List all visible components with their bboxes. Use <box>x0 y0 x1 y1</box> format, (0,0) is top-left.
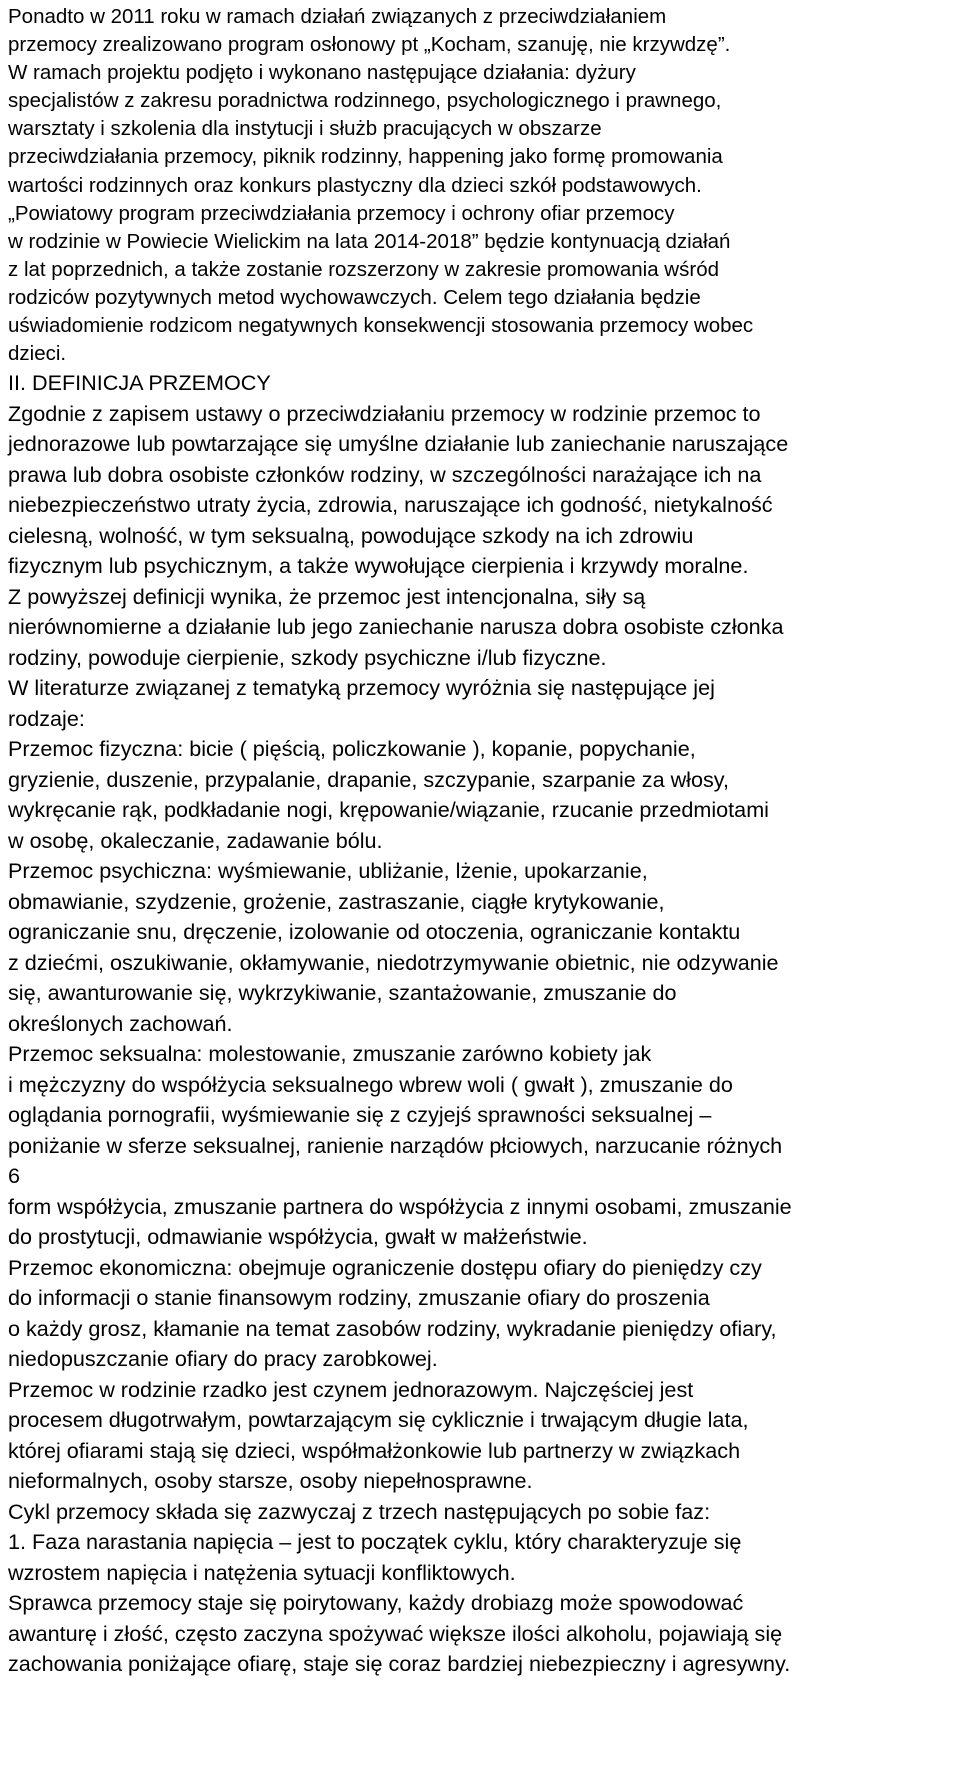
paragraph <box>8 582 952 674</box>
text-line: rodziny, powoduje cierpienie, szkody psychiczne i/lub fizyczne. <box>8 644 607 670</box>
text-line: prawa lub dobra osobiste członków rodziny, w szczególności narażające ich na <box>8 461 762 487</box>
text-line: której ofiarami stają się dzieci, współmałżonkowie lub partnerzy w związkach <box>8 1437 741 1463</box>
text-line: form współżycia, zmuszanie partnera do współżycia z innymi osobami, zmuszanie <box>8 1193 792 1219</box>
text-line: w rodzinie w Powiecie Wielickim na lata 2014-2018” będzie kontynuacją działań <box>8 229 731 253</box>
paragraph <box>8 200 952 369</box>
text-line: rodzaje: <box>8 705 85 731</box>
text-line: 6 <box>8 1163 21 1189</box>
text-line: przeciwdziałania przemocy, piknik rodzinny, happening jako formę promowania <box>8 145 723 169</box>
text-line: nierównomierne a działanie lub jego zaniechanie narusza dobra osobiste członka <box>8 614 784 640</box>
text-line: fizycznym lub psychicznym, a także wywołujące cierpienia i krzywdy moralne. <box>8 553 749 579</box>
text-line: awanturę i złość, często zaczyna spożywać większe ilości alkoholu, pojawiają się <box>8 1620 783 1646</box>
text-line: specjalistów z zakresu poradnictwa rodzinnego, psychologicznego i prawnego, <box>8 89 722 113</box>
text-line: Przemoc w rodzinie rzadko jest czynem jednorazowym. Najczęściej jest <box>8 1376 694 1402</box>
text-line: „Powiatowy program przeciwdziałania przemocy i ochrony ofiar przemocy <box>8 201 675 225</box>
text-line: Przemoc ekonomiczna: obejmuje ograniczenie dostępu ofiary do pieniędzy czy <box>8 1254 762 1280</box>
text-line: się, awanturowanie się, wykrzykiwanie, szantażowanie, zmuszanie do <box>8 980 677 1006</box>
text-line: cielesną, wolność, w tym seksualną, powodujące szkody na ich zdrowiu <box>8 522 694 548</box>
text-line: wykręcanie rąk, podkładanie nogi, krępowanie/wiązanie, rzucanie przedmiotami <box>8 797 769 823</box>
text-line: II. DEFINICJA PRZEMOCY <box>8 370 271 396</box>
paragraph <box>8 1375 952 1497</box>
text-line: W ramach projektu podjęto i wykonano następujące działania: dyżury <box>8 61 636 85</box>
text-line: zachowania poniżające ofiarę, staje się coraz bardziej niebezpieczny i agresywny. <box>8 1651 791 1677</box>
text-line: z lat poprzednich, a także zostanie rozszerzony w zakresie promowania wśród <box>8 257 719 281</box>
paragraph <box>8 856 952 1039</box>
text-line: niebezpieczeństwo utraty życia, zdrowia, naruszające ich godność, nietykalność <box>8 492 773 518</box>
text-line: W literaturze związanej z tematyką przemocy wyróżnia się następujące jej <box>8 675 715 701</box>
text-line: niedopuszczanie ofiary do pracy zarobkowej. <box>8 1346 438 1372</box>
text-line: Ponadto w 2011 roku w ramach działań związanych z przeciwdziałaniem <box>8 5 667 28</box>
text-line: warsztaty i szkolenia dla instytucji i służb pracujących w obszarze <box>8 117 602 141</box>
text-line: z dziećmi, oszukiwanie, okłamywanie, niedotrzymywanie obietnic, nie odzywanie <box>8 949 779 975</box>
paragraph <box>8 368 952 399</box>
paragraph <box>8 1527 952 1588</box>
text-line: wartości rodzinnych oraz konkurs plastyczny dla dzieci szkół podstawowych. <box>8 173 702 197</box>
text-line: jednorazowe lub powtarzające się umyślne działanie lub zaniechanie naruszające <box>8 431 789 457</box>
text-line: i mężczyzny do współżycia seksualnego wbrew woli ( gwałt ), zmuszanie do <box>8 1071 733 1097</box>
paragraph <box>8 3 952 200</box>
text-line: Z powyższej definicji wynika, że przemoc jest intencjonalna, siły są <box>8 583 646 609</box>
text-line: Cykl przemocy składa się zazwyczaj z trzech następujących po sobie faz: <box>8 1498 711 1524</box>
paragraph <box>8 1253 952 1375</box>
text-line: ograniczanie snu, dręczenie, izolowanie od otoczenia, ograniczanie kontaktu <box>8 919 741 945</box>
text-line: nieformalnych, osoby starsze, osoby niepełnosprawne. <box>8 1468 533 1494</box>
text-line: określonych zachowań. <box>8 1010 233 1036</box>
text-line: wzrostem napięcia i natężenia sytuacji konfliktowych. <box>8 1559 516 1585</box>
text-line: Przemoc seksualna: molestowanie, zmuszanie zarówno kobiety jak <box>8 1041 652 1067</box>
text-line: uświadomienie rodzicom negatywnych konsekwencji stosowania przemocy wobec <box>8 314 754 338</box>
text-line: Przemoc fizyczna: bicie ( pięścią, policzkowanie ), kopanie, popychanie, <box>8 736 696 762</box>
text-line: Przemoc psychiczna: wyśmiewanie, ubliżanie, lżenie, upokarzanie, <box>8 858 648 884</box>
text-line: 1. Faza narastania napięcia – jest to początek cyklu, który charakteryzuje się <box>8 1529 742 1555</box>
paragraph <box>8 734 952 856</box>
text-line: w osobę, okaleczanie, zadawanie bólu. <box>8 827 383 853</box>
text-line: do informacji o stanie finansowym rodziny, zmuszanie ofiary do proszenia <box>8 1285 710 1311</box>
text-line: o każdy grosz, kłamanie na temat zasobów rodziny, wykradanie pieniędzy ofiary, <box>8 1315 777 1341</box>
text-line: poniżanie w sferze seksualnej, ranienie narządów płciowych, narzucanie różnych <box>8 1132 783 1158</box>
text-line: dzieci. <box>8 342 67 366</box>
text-line: do prostytucji, odmawianie współżycia, gwałt w małżeństwie. <box>8 1224 588 1250</box>
paragraph <box>8 399 952 582</box>
paragraph <box>8 1497 952 1528</box>
text-line: rodziców pozytywnych metod wychowawczych. Celem tego działania będzie <box>8 285 701 309</box>
text-line: Zgodnie z zapisem ustawy o przeciwdziałaniu przemocy w rodzinie przemoc to <box>8 400 761 426</box>
text-line: gryzienie, duszenie, przypalanie, drapanie, szczypanie, szarpanie za włosy, <box>8 766 729 792</box>
text-line: przemocy zrealizowano program osłonowy pt „Kocham, szanuję, nie krzywdzę”. <box>8 33 731 57</box>
paragraph <box>8 1039 952 1253</box>
text-line: Sprawca przemocy staje się poirytowany, każdy drobiazg może spowodować <box>8 1590 744 1616</box>
text-line: obmawianie, szydzenie, grożenie, zastraszanie, ciągłe krytykowanie, <box>8 888 665 914</box>
paragraph <box>8 1588 952 1680</box>
text-line: procesem długotrwałym, powtarzającym się cyklicznie i trwającym długie lata, <box>8 1407 749 1433</box>
paragraph <box>8 673 952 734</box>
text-line: oglądania pornografii, wyśmiewanie się z czyjejś sprawności seksualnej – <box>8 1102 712 1128</box>
